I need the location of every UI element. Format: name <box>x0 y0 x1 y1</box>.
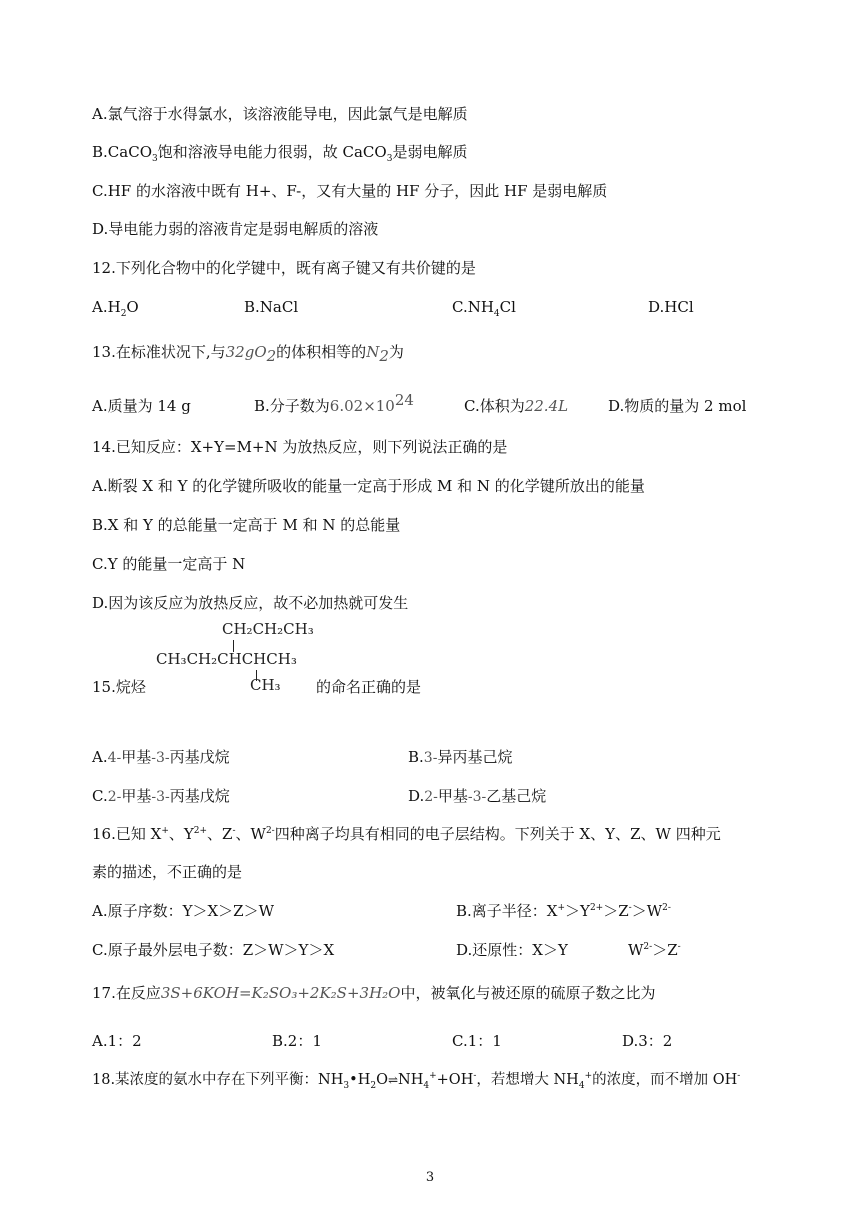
q15-option-b: B.3-异丙基己烷 <box>408 748 513 766</box>
q11-option-b: B.CaCO$_3$饱和溶液导电能力很弱，故 CaCO$_3$是弱电解质 <box>92 143 468 164</box>
q13-option-c: C.体积为22.4L <box>464 397 569 415</box>
q18-stem: 18.某浓度的氨水中存在下列平衡：$NH_3•H_2O\rightleftharpoons NH_4^++OH^-$，若想增大 $NH_4^+$的浓度，而不增加 OH- <box>92 1071 741 1091</box>
q15-option-a: A.4-甲基-3-丙基戊烷 <box>92 748 230 766</box>
q17-option-b: B.2：1 <box>272 1032 322 1050</box>
page-number: 3 <box>425 1170 435 1185</box>
q14-option-d: D.因为该反应为放热反应，故不必加热就可发生 <box>92 594 409 612</box>
q13-option-a: A.质量为 14 g <box>92 397 191 415</box>
q12-option-a: $A.H_2O$ <box>92 298 139 319</box>
q11-option-d: D.导电能力弱的溶液肯定是弱电解质的溶液 <box>92 220 379 238</box>
q13-option-b: B.分子数为$6.02\times 10^{24}$ <box>254 391 414 415</box>
q14-option-a: A.断裂 X 和 Y 的化学键所吸收的能量一定高于形成 M 和 N 的化学键所放出的能量 <box>92 477 645 495</box>
q12-option-b: B.NaCl <box>244 298 299 316</box>
q14-option-c: C.Y 的能量一定高于 N <box>92 555 246 573</box>
q14-option-b: B.X 和 Y 的总能量一定高于 M 和 N 的总能量 <box>92 516 401 534</box>
q11-option-a: A.氯气溶于水得氯水，该溶液能导电，因此氯气是电解质 <box>92 105 468 123</box>
q15-option-c: C.2-甲基-3-丙基戊烷 <box>92 787 230 805</box>
struct-top-branch: CH₂CH₂CH₃ <box>222 620 314 638</box>
q12-stem: 12.下列化合物中的化学键中，既有离子键又有共价键的是 <box>92 259 476 277</box>
q17-option-d: D.3：2 <box>622 1032 673 1050</box>
q16-option-d: D.还原性：X＞Y <box>456 941 568 959</box>
q16-option-b: B.离子半径：$X^+>Y^{2+}>Z^->W^{2-}$ <box>456 902 671 920</box>
q12-option-c: $C.NH_4Cl$ <box>452 298 516 319</box>
q14-stem: 14.已知反应：X+Y=M+N 为放热反应，则下列说法正确的是 <box>92 438 508 456</box>
q15-stem-end: 的命名正确的是 <box>316 678 422 696</box>
q17-equation: 3S+6KOH=K₂SO₃+2K₂S+3H₂O <box>160 984 401 1002</box>
q17-option-a: A.1：2 <box>92 1032 142 1050</box>
alkane-structure <box>152 618 312 696</box>
q15-option-d: D.2-甲基-3-乙基己烷 <box>408 787 547 805</box>
struct-main-chain: CH₃CH₂CHCHCH₃ <box>156 650 297 668</box>
q11-option-c: C.HF 的水溶液中既有 H+、F-，又有大量的 HF 分子，因此 HF 是弱电解质 <box>92 182 608 200</box>
q12-option-d: D.HCl <box>648 298 694 316</box>
q16-stem-line2: 素的描述，不正确的是 <box>92 863 243 881</box>
q16-stem-line1: 16.已知 X+、$Y^{2+}$、Z-、$W^{2-}$四种离子均具有相同的电子层结构。下列关于 X、Y、Z、W 四种元 <box>92 825 721 843</box>
equilibrium-arrow-icon: ⇌ <box>387 1073 399 1087</box>
struct-bottom-branch: CH₃ <box>250 676 281 694</box>
q16-option-c: C.原子最外层电子数：Z＞W＞Y＞X <box>92 941 335 959</box>
q13-option-d: D.物质的量为 2 mol <box>608 397 747 415</box>
q16-option-a: A.原子序数：Y＞X＞Z＞W <box>92 902 275 920</box>
q13-stem: 13.在标准状况下,与$32gO_2$的体积相等的$N_2$为 <box>92 343 404 365</box>
q15-stem-start: 15.烷烃 <box>92 678 146 696</box>
q17-option-c: C.1：1 <box>452 1032 502 1050</box>
q17-stem: 17.在反应3S+6KOH=K₂SO₃+2K₂S+3H₂O中，被氧化与被还原的硫原子数之比为 <box>92 984 656 1002</box>
q16-option-d-cont: $W^{2-}>Z^-$ <box>628 941 681 959</box>
